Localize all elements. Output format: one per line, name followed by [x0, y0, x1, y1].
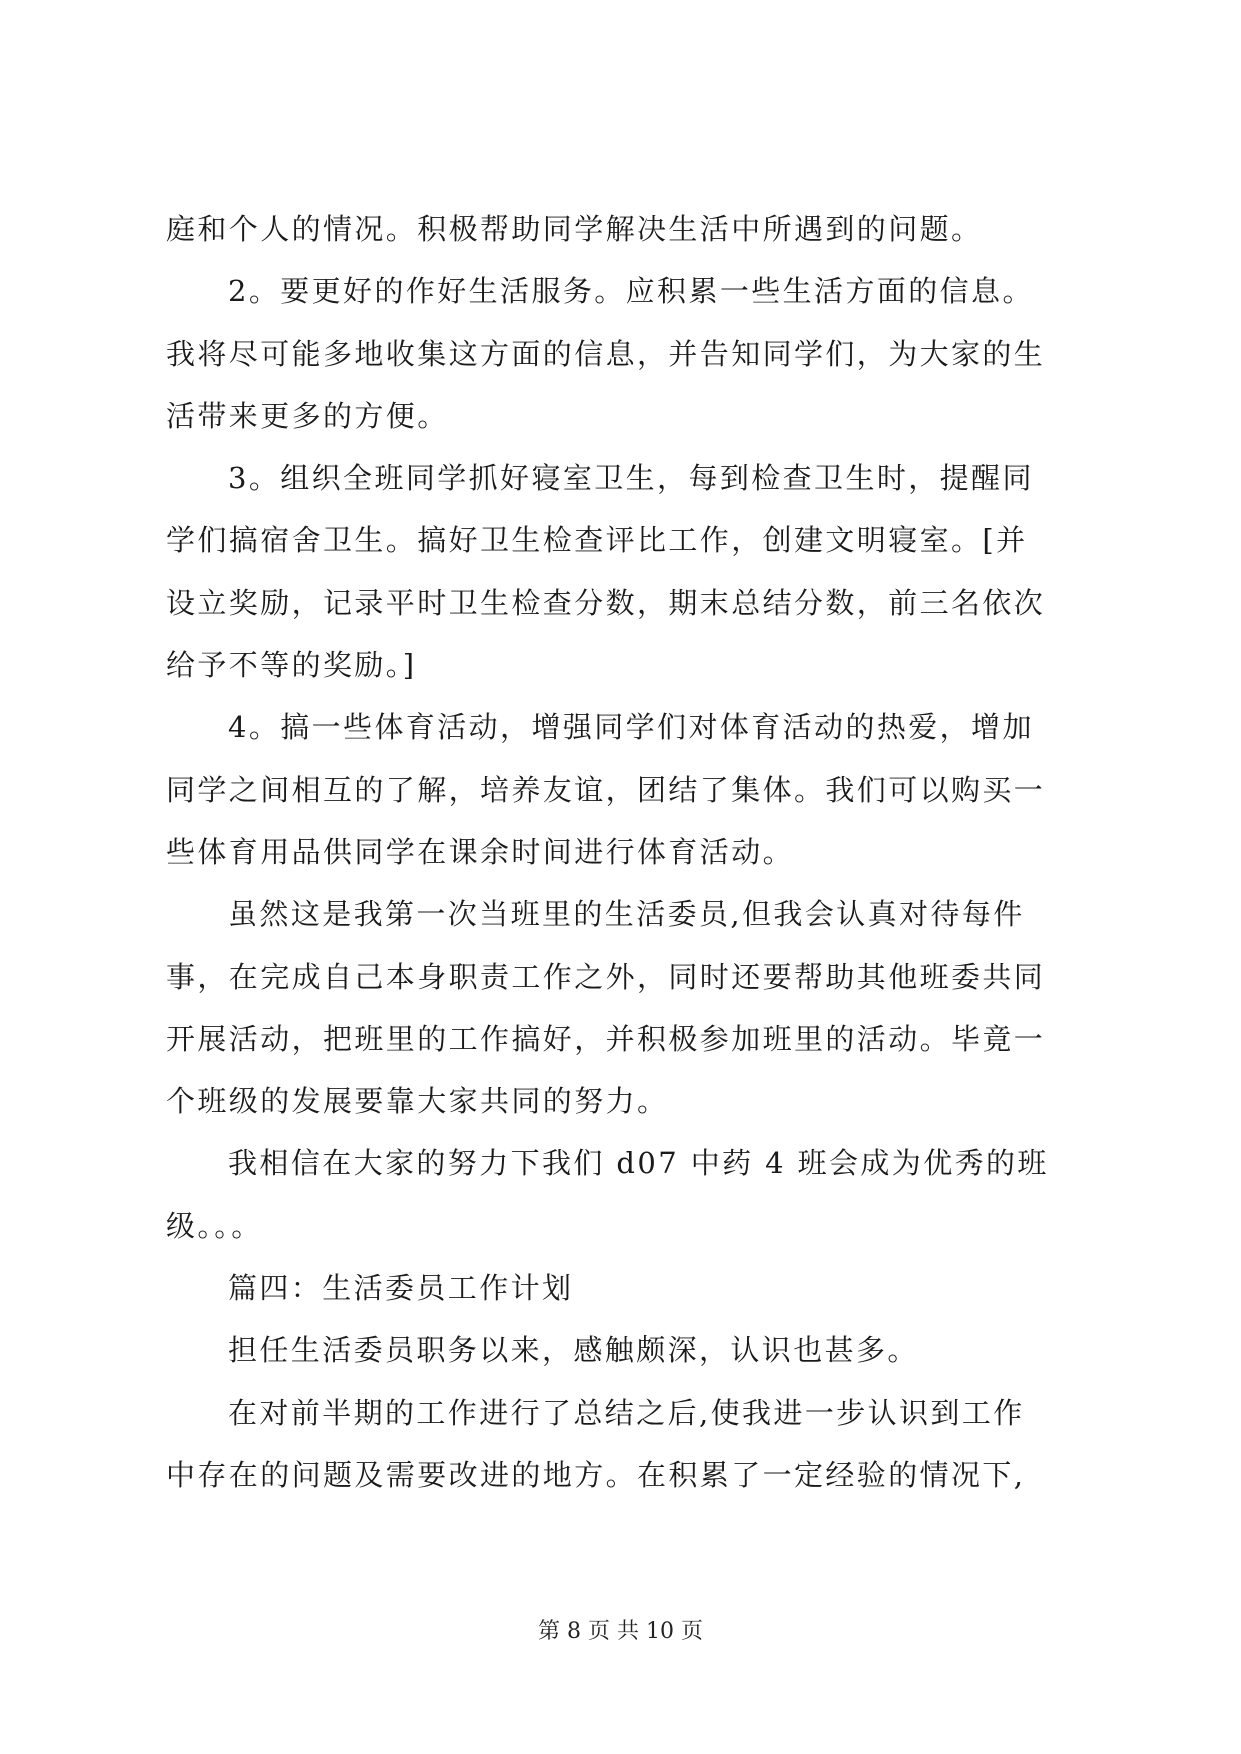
text-line: 些体育用品供同学在课余时间进行体育活动。: [166, 834, 795, 869]
text-line: 事，在完成自己本身职责工作之外，同时还要帮助其他班委共同: [166, 959, 1046, 994]
text-line: 庭和个人的情况。积极帮助同学解决生活中所遇到的问题。: [166, 212, 983, 246]
text-line: 虽然这是我第一次当班里的生活委员,但我会认真对待每件: [228, 897, 1025, 932]
text-line: 我相信在大家的努力下我们 d07 中药 4 班会成为优秀的班: [228, 1146, 1049, 1181]
text-line: 中存在的问题及需要改进的地方。在积累了一定经验的情况下,: [166, 1457, 1026, 1492]
text-line: 担任生活委员职务以来，感触颇深，认识也甚多。: [228, 1333, 919, 1368]
text-line: 个班级的发展要靠大家共同的努力。: [166, 1084, 669, 1119]
text-line: 3。组织全班同学抓好寝室卫生，每到检查卫生时，提醒同: [228, 461, 1034, 496]
text-line: 2。要更好的作好生活服务。应积累一些生活方面的信息。: [228, 274, 1034, 309]
text-line: 同学之间相互的了解，培养友谊，团结了集体。我们可以购买一: [166, 772, 1046, 807]
text-line: 在对前半期的工作进行了总结之后,使我进一步认识到工作: [228, 1395, 1025, 1430]
text-line: 开展活动，把班里的工作搞好，并积极参加班里的活动。毕竟一: [166, 1021, 1046, 1056]
text-line: 我将尽可能多地收集这方面的信息，并告知同学们，为大家的生: [166, 336, 1046, 371]
text-line: 设立奖励，记录平时卫生检查分数，期末总结分数，前三名依次: [166, 585, 1046, 620]
text-line: 级。。。: [166, 1208, 263, 1243]
section-heading: 篇四：生活委员工作计划: [228, 1271, 574, 1306]
body-text: [166, 198, 1086, 1506]
text-line: 给予不等的奖励。]: [166, 648, 417, 683]
page-number-footer: 第 8 页 共 10 页: [538, 1619, 703, 1644]
text-line: 学们搞宿舍卫生。搞好卫生检查评比工作，创建文明寝室。[并: [166, 523, 1028, 558]
text-line: 活带来更多的方便。: [166, 398, 449, 433]
text-line: 4。搞一些体育活动，增强同学们对体育活动的热爱，增加: [228, 710, 1034, 745]
